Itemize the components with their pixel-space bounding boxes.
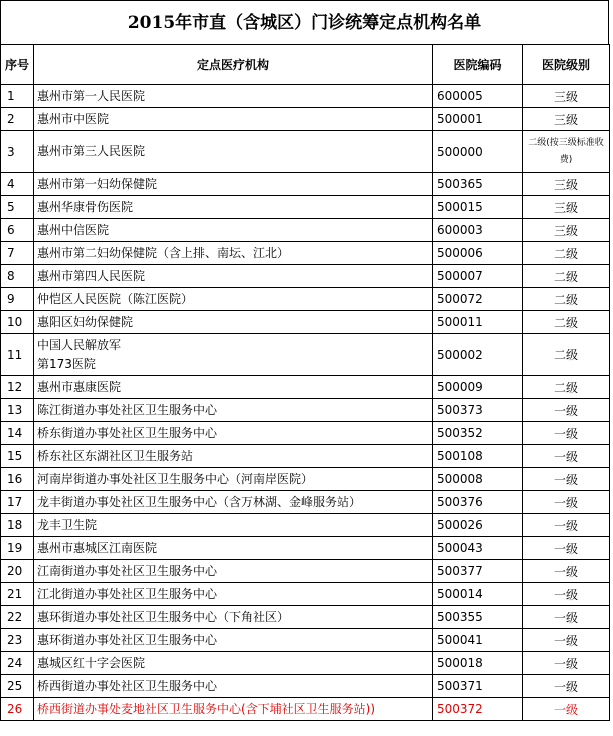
row-seq: 20 (1, 560, 34, 583)
row-hospital-level: 三级 (523, 173, 610, 196)
row-seq: 14 (1, 422, 34, 445)
row-seq: 1 (1, 85, 34, 108)
row-hospital-code: 500009 (433, 376, 523, 399)
row-hospital-level: 一级 (523, 445, 610, 468)
row-seq: 7 (1, 242, 34, 265)
row-institution-name: 桥西街道办事处社区卫生服务中心 (34, 675, 433, 698)
row-hospital-level: 一级 (523, 491, 610, 514)
row-hospital-level: 一级 (523, 698, 610, 721)
row-institution-name: 惠州市第四人民医院 (34, 265, 433, 288)
table-row (1, 422, 610, 445)
row-institution-name: 惠州市第二妇幼保健院（含上排、南坛、江北） (34, 242, 433, 265)
table-row (1, 675, 610, 698)
row-hospital-code: 500000 (433, 131, 523, 173)
row-hospital-level: 三级 (523, 108, 610, 131)
table-row (1, 537, 610, 560)
row-hospital-code: 500376 (433, 491, 523, 514)
row-hospital-level: 二级 (523, 376, 610, 399)
row-hospital-code: 500006 (433, 242, 523, 265)
row-institution-name: 惠州市第三人民医院 (34, 131, 433, 173)
table-header-row (1, 45, 610, 85)
row-hospital-code: 500377 (433, 560, 523, 583)
row-hospital-level: 一级 (523, 560, 610, 583)
document-title: 2015年市直（含城区）门诊统筹定点机构名单 (0, 0, 609, 44)
row-hospital-level: 二级 (523, 242, 610, 265)
row-institution-name: 惠环街道办事处社区卫生服务中心（下角社区） (34, 606, 433, 629)
row-hospital-level: 二级 (523, 265, 610, 288)
row-hospital-code: 500372 (433, 698, 523, 721)
row-hospital-level: 一级 (523, 422, 610, 445)
row-institution-name: 惠城区红十字会医院 (34, 652, 433, 675)
row-institution-name: 惠州市惠康医院 (34, 376, 433, 399)
table-row (1, 288, 610, 311)
table-row (1, 560, 610, 583)
row-hospital-code: 600005 (433, 85, 523, 108)
row-hospital-code: 500015 (433, 196, 523, 219)
table-row (1, 242, 610, 265)
row-institution-name: 仲恺区人民医院（陈江医院） (34, 288, 433, 311)
row-hospital-level: 二级 (523, 288, 610, 311)
row-seq: 22 (1, 606, 34, 629)
table-row (1, 698, 610, 721)
row-institution-name: 河南岸街道办事处社区卫生服务中心（河南岸医院） (34, 468, 433, 491)
row-hospital-level: 一级 (523, 652, 610, 675)
table-row (1, 583, 610, 606)
row-hospital-level: 一级 (523, 629, 610, 652)
header-name: 定点医疗机构 (34, 45, 433, 85)
row-seq: 25 (1, 675, 34, 698)
table-row (1, 334, 610, 376)
table-row (1, 468, 610, 491)
row-hospital-level: 三级 (523, 85, 610, 108)
row-hospital-level: 二级 (523, 334, 610, 376)
table-row (1, 219, 610, 242)
row-institution-name: 桥东街道办事处社区卫生服务中心 (34, 422, 433, 445)
table-row (1, 491, 610, 514)
row-seq: 2 (1, 108, 34, 131)
row-hospital-code: 500043 (433, 537, 523, 560)
row-seq: 4 (1, 173, 34, 196)
row-hospital-level: 一级 (523, 468, 610, 491)
row-seq: 16 (1, 468, 34, 491)
row-institution-name: 江南街道办事处社区卫生服务中心 (34, 560, 433, 583)
row-institution-name: 桥东社区东湖社区卫生服务站 (34, 445, 433, 468)
institution-table (0, 44, 610, 721)
row-seq: 21 (1, 583, 34, 606)
row-hospital-code: 500002 (433, 334, 523, 376)
row-institution-name: 中国人民解放军 第173医院 (34, 334, 433, 376)
row-seq: 8 (1, 265, 34, 288)
row-institution-name: 惠州市第一人民医院 (34, 85, 433, 108)
row-hospital-level: 一级 (523, 399, 610, 422)
row-hospital-code: 500001 (433, 108, 523, 131)
row-seq: 5 (1, 196, 34, 219)
row-hospital-level: 一级 (523, 583, 610, 606)
header-seq: 序号 (1, 45, 34, 85)
row-hospital-code: 500371 (433, 675, 523, 698)
row-hospital-code: 500026 (433, 514, 523, 537)
row-institution-name: 惠阳区妇幼保健院 (34, 311, 433, 334)
row-hospital-code: 600003 (433, 219, 523, 242)
row-institution-name: 惠州中信医院 (34, 219, 433, 242)
table-row (1, 196, 610, 219)
row-seq: 18 (1, 514, 34, 537)
table-row (1, 265, 610, 288)
row-hospital-code: 500014 (433, 583, 523, 606)
row-seq: 3 (1, 131, 34, 173)
table-row (1, 311, 610, 334)
row-institution-name: 龙丰卫生院 (34, 514, 433, 537)
row-seq: 24 (1, 652, 34, 675)
row-hospital-code: 500072 (433, 288, 523, 311)
row-seq: 17 (1, 491, 34, 514)
row-institution-name: 惠州市惠城区江南医院 (34, 537, 433, 560)
row-institution-name: 惠州市中医院 (34, 108, 433, 131)
row-institution-name: 江北街道办事处社区卫生服务中心 (34, 583, 433, 606)
table-body (1, 85, 610, 721)
row-hospital-code: 500365 (433, 173, 523, 196)
row-hospital-code: 500352 (433, 422, 523, 445)
header-code: 医院编码 (433, 45, 523, 85)
row-hospital-level: 三级 (523, 219, 610, 242)
row-hospital-code: 500011 (433, 311, 523, 334)
row-hospital-code: 500007 (433, 265, 523, 288)
row-hospital-level: 一级 (523, 606, 610, 629)
row-hospital-code: 500041 (433, 629, 523, 652)
row-seq: 19 (1, 537, 34, 560)
header-level: 医院级别 (523, 45, 610, 85)
row-hospital-code: 500373 (433, 399, 523, 422)
row-seq: 23 (1, 629, 34, 652)
row-institution-name: 惠州华康骨伤医院 (34, 196, 433, 219)
row-seq: 11 (1, 334, 34, 376)
row-seq: 26 (1, 698, 34, 721)
table-row (1, 131, 610, 173)
row-seq: 6 (1, 219, 34, 242)
table-row (1, 399, 610, 422)
row-seq: 9 (1, 288, 34, 311)
row-seq: 15 (1, 445, 34, 468)
table-row (1, 606, 610, 629)
row-institution-name: 惠环街道办事处社区卫生服务中心 (34, 629, 433, 652)
table-row (1, 376, 610, 399)
row-hospital-level: 一级 (523, 675, 610, 698)
row-hospital-level: 二级(按三级标准收费) (523, 131, 610, 173)
table-row (1, 445, 610, 468)
table-row (1, 652, 610, 675)
row-seq: 12 (1, 376, 34, 399)
row-institution-name: 惠州市第一妇幼保健院 (34, 173, 433, 196)
table-row (1, 173, 610, 196)
table-row (1, 629, 610, 652)
row-institution-name: 桥西街道办事处麦地社区卫生服务中心(含下埔社区卫生服务站)) (34, 698, 433, 721)
row-institution-name: 陈江街道办事处社区卫生服务中心 (34, 399, 433, 422)
row-hospital-level: 一级 (523, 514, 610, 537)
row-hospital-code: 500018 (433, 652, 523, 675)
table-row (1, 108, 610, 131)
row-hospital-level: 三级 (523, 196, 610, 219)
row-seq: 10 (1, 311, 34, 334)
row-hospital-code: 500355 (433, 606, 523, 629)
row-hospital-code: 500008 (433, 468, 523, 491)
row-hospital-code: 500108 (433, 445, 523, 468)
row-seq: 13 (1, 399, 34, 422)
table-row (1, 85, 610, 108)
row-institution-name: 龙丰街道办事处社区卫生服务中心（含万林湖、金峰服务站） (34, 491, 433, 514)
row-hospital-level: 一级 (523, 537, 610, 560)
row-hospital-level: 二级 (523, 311, 610, 334)
table-row (1, 514, 610, 537)
